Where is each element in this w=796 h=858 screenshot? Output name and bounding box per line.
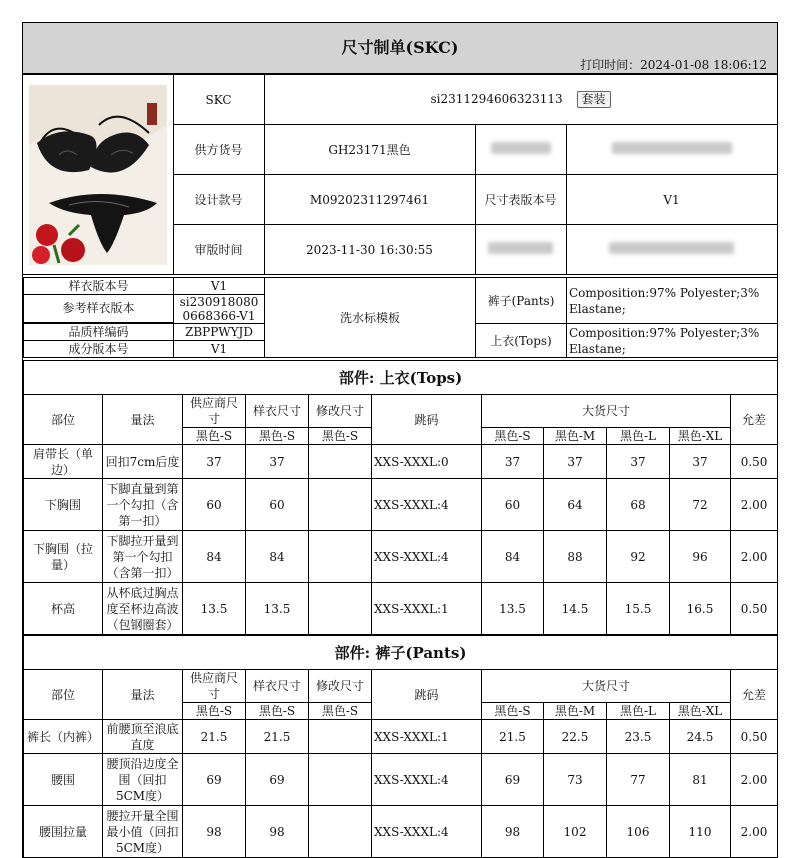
- table-row: [24, 754, 778, 806]
- sub-supplier: 黑色-S: [183, 703, 246, 720]
- cell-tol: 2.00: [731, 479, 778, 531]
- table-row: [24, 583, 778, 635]
- cell-l: 106: [607, 806, 670, 858]
- skc-value-cell: [264, 75, 777, 125]
- cell-s: 13.5: [482, 583, 544, 635]
- table-row: [24, 445, 778, 479]
- col-supplier-size: 供应商尺寸: [183, 670, 246, 703]
- cell-method: 前腰顶至浪底直度: [103, 720, 183, 754]
- cell-supplier: 21.5: [183, 720, 246, 754]
- cell-sample: 13.5: [246, 583, 309, 635]
- col-method: 量法: [103, 670, 183, 720]
- review-time-label: 审版时间: [173, 225, 264, 275]
- cell-supplier: 69: [183, 754, 246, 806]
- cell-m: 102: [544, 806, 607, 858]
- ref-sample-label: 参考样衣版本: [24, 295, 174, 323]
- bulk-m: 黑色-M: [544, 428, 607, 445]
- cell-part: 裤长（内裤）: [24, 720, 103, 754]
- design-no-value: M09202311297461: [264, 175, 475, 225]
- col-supplier-size: 供应商尺寸: [183, 395, 246, 428]
- bulk-s: 黑色-S: [482, 703, 544, 720]
- cell-s: 60: [482, 479, 544, 531]
- cell-sample: 21.5: [246, 720, 309, 754]
- cell-l: 15.5: [607, 583, 670, 635]
- redacted-label: [475, 125, 566, 175]
- cell-l: 68: [607, 479, 670, 531]
- redacted-value-2: [566, 225, 777, 275]
- ref-sample-value: si2309180800668366-V1: [174, 295, 265, 324]
- cell-supplier: 84: [183, 531, 246, 583]
- cell-jump: XXS-XXXL:4: [372, 531, 482, 583]
- quality-code-value: ZBPPWYJD: [174, 324, 265, 341]
- bulk-l: 黑色-L: [607, 703, 670, 720]
- cell-s: 84: [482, 531, 544, 583]
- col-sample-size: 样衣尺寸: [246, 670, 309, 703]
- cell-part: 腰围拉量: [24, 806, 103, 858]
- sub-sample: 黑色-S: [246, 703, 309, 720]
- cell-part: 下胸围（拉量）: [24, 531, 103, 583]
- tops-composition: Composition:97% Polyester;3% Elastane;: [567, 324, 778, 358]
- cell-modified: [309, 806, 372, 858]
- cell-jump: XXS-XXXL:4: [372, 754, 482, 806]
- cell-method: 腰顶沿边度全围（回扣5CM度）: [103, 754, 183, 806]
- cell-xl: 110: [670, 806, 731, 858]
- review-time-value: 2023-11-30 16:30:55: [264, 225, 475, 275]
- meta-table: [23, 277, 778, 358]
- cell-method: 回扣7cm后度: [103, 445, 183, 479]
- supplier-no-label: 供方货号: [173, 125, 264, 175]
- pants-rows: [24, 720, 778, 858]
- cell-supplier: 60: [183, 479, 246, 531]
- table-row: [24, 806, 778, 858]
- cell-s: 21.5: [482, 720, 544, 754]
- cell-method: 从杯底过胸点度至杯边高波（包钢圈套）: [103, 583, 183, 635]
- pants-label: 裤子(Pants): [476, 278, 567, 324]
- cell-tol: 0.50: [731, 583, 778, 635]
- bulk-xl: 黑色-XL: [670, 428, 731, 445]
- cell-jump: XXS-XXXL:4: [372, 479, 482, 531]
- size-sheet: [22, 22, 778, 858]
- tops-label: 上衣(Tops): [476, 324, 567, 358]
- cell-sample: 37: [246, 445, 309, 479]
- cell-l: 92: [607, 531, 670, 583]
- cell-s: 37: [482, 445, 544, 479]
- tops-rows: [24, 445, 778, 635]
- sub-sample: 黑色-S: [246, 428, 309, 445]
- cell-supplier: 98: [183, 806, 246, 858]
- sub-supplier: 黑色-S: [183, 428, 246, 445]
- cell-modified: [309, 720, 372, 754]
- skc-value: si2311294606323113: [430, 92, 563, 106]
- col-modified-size: 修改尺寸: [309, 395, 372, 428]
- composition-version-label: 成分版本号: [24, 341, 174, 358]
- sample-version-value: V1: [174, 278, 265, 295]
- col-bulk-size: 大货尺寸: [482, 395, 731, 428]
- cell-xl: 16.5: [670, 583, 731, 635]
- cell-sample: 60: [246, 479, 309, 531]
- col-tolerance: 允差: [731, 670, 778, 720]
- cell-method: 下脚直量到第一个勾扣（含第一扣）: [103, 479, 183, 531]
- cell-part: 下胸围: [24, 479, 103, 531]
- cell-xl: 24.5: [670, 720, 731, 754]
- cell-tol: 0.50: [731, 445, 778, 479]
- cell-s: 69: [482, 754, 544, 806]
- cell-supplier: 37: [183, 445, 246, 479]
- product-image-cell: [23, 75, 173, 275]
- table-row: [24, 479, 778, 531]
- design-no-label: 设计款号: [173, 175, 264, 225]
- cell-xl: 72: [670, 479, 731, 531]
- title-bar: [23, 22, 777, 74]
- cell-sample: 69: [246, 754, 309, 806]
- cell-sample: 84: [246, 531, 309, 583]
- bulk-m: 黑色-M: [544, 703, 607, 720]
- pants-composition: Composition:97% Polyester;3% Elastane;: [567, 278, 778, 324]
- cell-part: 杯高: [24, 583, 103, 635]
- cell-m: 88: [544, 531, 607, 583]
- col-jump-code: 跳码: [372, 395, 482, 445]
- cell-m: 73: [544, 754, 607, 806]
- col-sample-size: 样衣尺寸: [246, 395, 309, 428]
- tops-section-title: 部件: 上衣(Tops): [24, 361, 778, 395]
- skc-label: SKC: [173, 75, 264, 125]
- bulk-s: 黑色-S: [482, 428, 544, 445]
- cell-tol: 2.00: [731, 806, 778, 858]
- wash-label-template: 洗水标模板: [265, 278, 476, 358]
- lingerie-photo-icon: [29, 85, 167, 265]
- cell-xl: 81: [670, 754, 731, 806]
- cell-l: 37: [607, 445, 670, 479]
- cell-m: 37: [544, 445, 607, 479]
- page-title: 尺寸制单(SKC): [341, 38, 459, 57]
- quality-code-label: 品质样编码: [24, 324, 174, 341]
- col-part: 部位: [24, 395, 103, 445]
- cell-part: 肩带长（单边）: [24, 445, 103, 479]
- bulk-l: 黑色-L: [607, 428, 670, 445]
- col-modified-size: 修改尺寸: [309, 670, 372, 703]
- sample-version-label: 样衣版本号: [24, 278, 174, 295]
- cell-xl: 37: [670, 445, 731, 479]
- cell-method: 下脚拉开量到第一个勾扣（含第一扣）: [103, 531, 183, 583]
- bulk-xl: 黑色-XL: [670, 703, 731, 720]
- sub-modified: 黑色-S: [309, 428, 372, 445]
- redacted-label-2: [475, 225, 566, 275]
- size-version-label: 尺寸表版本号: [475, 175, 566, 225]
- cell-xl: 96: [670, 531, 731, 583]
- info-table: [23, 74, 778, 275]
- cell-jump: XXS-XXXL:0: [372, 445, 482, 479]
- col-bulk-size: 大货尺寸: [482, 670, 731, 703]
- cell-tol: 2.00: [731, 754, 778, 806]
- redacted-value: [566, 125, 777, 175]
- set-button[interactable]: 套装: [577, 91, 611, 108]
- cell-modified: [309, 445, 372, 479]
- cell-modified: [309, 531, 372, 583]
- cell-m: 14.5: [544, 583, 607, 635]
- cell-tol: 0.50: [731, 720, 778, 754]
- cell-jump: XXS-XXXL:1: [372, 720, 482, 754]
- cell-modified: [309, 583, 372, 635]
- sub-modified: 黑色-S: [309, 703, 372, 720]
- tops-table: [23, 360, 778, 635]
- col-method: 量法: [103, 395, 183, 445]
- cell-l: 23.5: [607, 720, 670, 754]
- cell-modified: [309, 479, 372, 531]
- cell-m: 22.5: [544, 720, 607, 754]
- cell-supplier: 13.5: [183, 583, 246, 635]
- table-row: [24, 720, 778, 754]
- col-tolerance: 允差: [731, 395, 778, 445]
- cell-jump: XXS-XXXL:4: [372, 806, 482, 858]
- cell-tol: 2.00: [731, 531, 778, 583]
- cell-modified: [309, 754, 372, 806]
- cell-m: 64: [544, 479, 607, 531]
- pants-section-title: 部件: 裤子(Pants): [24, 636, 778, 670]
- cell-method: 腰拉开量全围最小值（回扣5CM度）: [103, 806, 183, 858]
- cell-l: 77: [607, 754, 670, 806]
- print-time: 打印时间：2024-01-08 18:06:12: [580, 58, 767, 72]
- cell-s: 98: [482, 806, 544, 858]
- supplier-no-value: GH23171黑色: [264, 125, 475, 175]
- composition-version-value: V1: [174, 341, 265, 358]
- pants-table: [23, 635, 778, 858]
- table-row: [24, 531, 778, 583]
- cell-jump: XXS-XXXL:1: [372, 583, 482, 635]
- size-version-value: V1: [566, 175, 777, 225]
- col-jump-code: 跳码: [372, 670, 482, 720]
- cell-sample: 98: [246, 806, 309, 858]
- col-part: 部位: [24, 670, 103, 720]
- cell-part: 腰围: [24, 754, 103, 806]
